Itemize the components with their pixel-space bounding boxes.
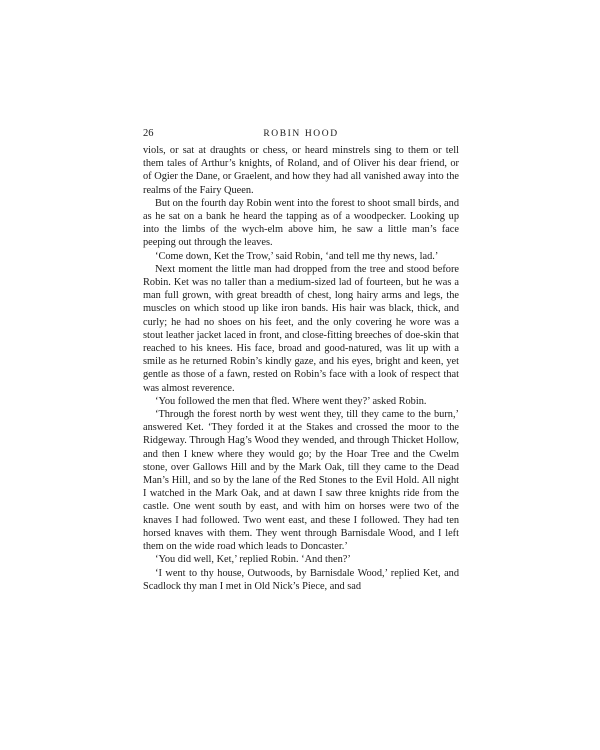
paragraph: ‘You did well, Ket,’ replied Robin. ‘And then?’ (155, 554, 351, 566)
book-page (143, 127, 459, 593)
page-number: 26 (143, 128, 154, 139)
paragraph: ‘Come down, Ket the Trow,’ said Robin, ‘and tell me thy news, lad.’ (155, 250, 439, 262)
paragraph: viols, or sat at draughts or chess, or heard minstrels sing to them or tell them tales of Arthur’s knights, of Roland, and of Oliver his dear friend, or of Ogier the Dane, or Graelent, and how they had all vanished away into the realms of the Fairy Queen. (143, 145, 459, 196)
body-text (143, 144, 459, 593)
running-title: ROBIN HOOD (263, 129, 339, 139)
paragraph: ‘You followed the men that fled. Where went they?’ asked Robin. (155, 395, 427, 407)
paragraph: Next moment the little man had dropped from the tree and stood before Robin. Ket was no taller than a medium-sized lad of fourteen, but he was a man full grown, with great breadth of chest, long hairy arms and legs, the muscles on which stood up like iron bands. His hair was black, thick, and curly; he had no shoes on his feet, and the only covering he wore was a stout leather jacket laced in front, and close-fitting breeches of doe-skin that reached to his knees. His face, broad and good-natured, was lit up with a smile as he returned Robin’s kindly gaze, and his eyes, bright and keen, yet gentle as those of a fawn, rested on Robin’s face with a look of respect that was almost reverence. (143, 263, 459, 394)
paragraph: ‘Through the forest north by west went they, till they came to the burn,’ answered Ket. ‘They forded it at the Stakes and crossed the moor to the Ridgeway. Through Hag’s Wood they wended, and through Thicket Hollow, and then I knew where they would go; by the Hoar Tree and the Cwelm stone, over Gallows Hill and by the Mark Oak, till they came to the Dead Man’s Hill, and so by the lane of the Red Stones to the Evil Hold. All night I watched in the Mark Oak, and at dawn I saw three knights ride from the castle. One went south by east, and with him on horses were two of the knaves I had followed. Two went east, and these I followed. They had ten horsed knaves with them. They went through Barnisdale Wood, and I left them on the wide road which leads to Doncaster.’ (143, 409, 459, 553)
running-head (143, 127, 459, 141)
paragraph: ‘I went to thy house, Outwoods, by Barnisdale Wood,’ replied Ket, and Scadlock thy man I met in Old Nick’s Piece, and sad (143, 567, 459, 592)
paragraph: But on the fourth day Robin went into the forest to shoot small birds, and as he sat on a bank he heard the tapping as of a woodpecker. Looking up into the limbs of the wych-elm above him, he saw a little man’s face peeping out through the leaves. (143, 197, 459, 249)
